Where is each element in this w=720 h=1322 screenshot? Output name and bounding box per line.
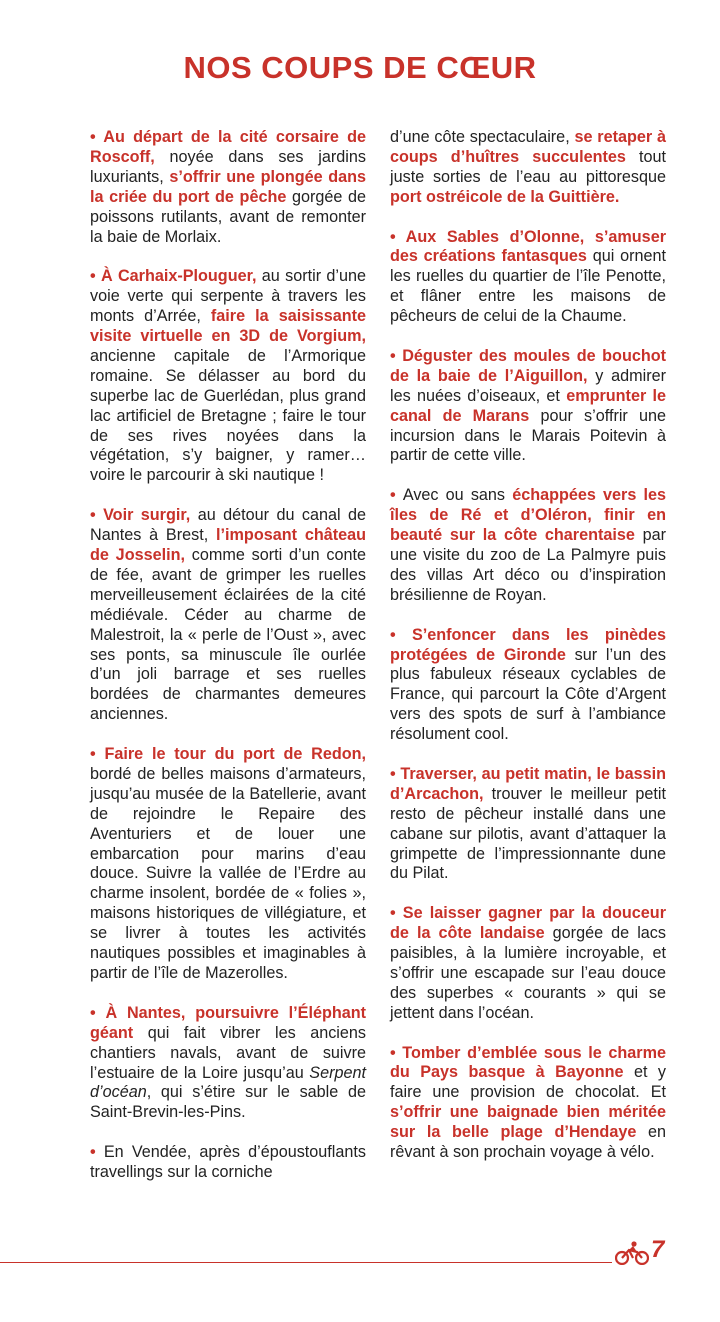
highlight-text: s’offrir une plongée dans la criée du port de pêche [90, 167, 367, 206]
bullet-paragraph [90, 1004, 366, 1123]
body-text: qui ornent les ruelles du quartier de l’île Penotte, et flâner entre les maisons de pêcheurs de celui de la Chaume. [390, 247, 667, 326]
bullet-paragraph [390, 486, 666, 605]
bullet-paragraph [390, 347, 666, 466]
bullet-paragraph [90, 128, 366, 247]
footer-rule [0, 1262, 612, 1263]
body-text: gorgée de poissons rutilants, avant de remonter la baie de Morlaix. [90, 187, 366, 246]
bullet-paragraph [390, 626, 666, 745]
highlight-text: • Aux Sables d’Olonne, s’amuser des créations fantasques [390, 227, 666, 266]
italic-text: Serpent d’océan [90, 1063, 366, 1102]
highlight-text: • S’enfoncer dans les pinèdes protégées de Gironde [390, 625, 666, 664]
body-text: tout juste sorties de l’eau au pittoresque [390, 147, 666, 186]
right-column [390, 128, 666, 1183]
body-text: par une visite du zoo de La Palmyre puis des villas Art déco ou d’inspiration brésilienne de Royan. [390, 526, 666, 604]
highlight-text: • Se laisser gagner par la douceur de la côte landaise [390, 904, 666, 943]
highlight-text: échappées vers les îles de Ré et d’Oléron, finir en beauté sur la côte charentaise [390, 486, 666, 545]
highlight-text: • Faire le tour du port de Redon, [90, 745, 366, 764]
left-column [90, 128, 366, 1203]
highlight-text: • [90, 1143, 104, 1162]
body-text: Avec ou sans [402, 486, 513, 505]
page-title: NOS COUPS DE CŒUR [183, 50, 537, 85]
highlight-text: faire la saisissante visite virtuelle en 3D de Vorgium, [90, 307, 366, 346]
bullet-paragraph [390, 128, 666, 208]
body-text: sur l’un des plus fabuleux réseaux cyclables de France, qui parcourt la Côte d’Argent vers des spots de surf à l’ambiance résolument cool. [390, 645, 666, 744]
body-text: et y faire une provision de chocolat. Et [390, 1063, 667, 1102]
highlight-text: l’imposant château de Josselin, [90, 526, 366, 564]
body-text: comme sorti d’un conte de fée, avant de grimper les ruelles merveilleusement éclairées de la cité médiévale. Céder au charme de Malestroit, la « perle de l’Oust », avec ses ponts, sa minuscule île ourlée d’un joli barrage et ses ruelles bordées de charmantes demeures anciennes. [90, 546, 366, 724]
highlight-text: • Au départ de la cité corsaire de Roscoff, [90, 128, 366, 166]
body-text: qui fait vibrer les anciens chantiers navals, avant de suivre l’estuaire de la Loire jusqu’au [90, 1023, 366, 1082]
highlight-text: port ostréicole de la Guittière. [390, 187, 620, 206]
bullet-paragraph [90, 1143, 366, 1183]
body-text: bordé de belles maisons d’armateurs, jusqu’au musée de la Batellerie, avant de rejoindre le Repaire des Aventuriers et de louer une embarcation pour marins d’eau douce. Suivre la vallée de l’Erdre au charme insolent, bordée de « folies », maisons historiques de villégiature, et se livrer à toutes les activités nautiques possibles et imaginables à partir de l’île de Mazerolles. [90, 764, 366, 983]
highlight-text: emprunter le canal de Marans [390, 386, 666, 425]
bullet-paragraph [90, 745, 366, 984]
highlight-text: • Déguster des moules de bouchot de la baie de l’Aiguillon, [390, 346, 666, 385]
body-text: y admirer les nuées d’oiseaux, et [390, 366, 666, 405]
bullet-paragraph [390, 228, 666, 328]
body-text: , qui s’étire sur le sable de Saint-Brevin-les-Pins. [90, 1083, 366, 1122]
page-number: 7 [651, 1236, 665, 1263]
highlight-text: se retaper à coups d’huîtres succulentes [390, 128, 667, 166]
highlight-text: • À Carhaix-Plouguer, [90, 267, 257, 286]
bullet-paragraph [390, 1044, 666, 1163]
bullet-paragraph [390, 765, 666, 884]
cyclist-icon [615, 1241, 649, 1265]
highlight-text: • Traverser, au petit matin, le bassin d’Arcachon, [390, 764, 666, 803]
body-text: trouver le meilleur petit resto de pêcheur installé dans une cabane sur pilotis, avant d’attaquer la grimpette de l’impressionnante dune du Pilat. [390, 784, 666, 883]
highlight-text: • À Nantes, poursuivre l’Éléphant géant [90, 1003, 366, 1042]
body-text: au détour du canal de Nantes à Brest, [90, 506, 367, 545]
highlight-text: • Tomber d’emblée sous le charme du Pays basque à Bayonne [390, 1043, 666, 1082]
highlight-text: • Voir surgir, [90, 506, 191, 525]
highlight-text: • [390, 486, 403, 505]
bullet-paragraph [390, 904, 666, 1023]
body-text: pour s’offrir une incursion dans le Marais Poitevin à partir de cette ville. [390, 406, 666, 465]
body-text: En Vendée, après d’époustouflants travellings sur la corniche [90, 1143, 366, 1182]
body-text: d’une côte spectaculaire, [390, 128, 575, 146]
body-text: au sortir d’une voie verte qui serpente à travers les monts d’Arrée, [90, 267, 366, 326]
bullet-paragraph [90, 506, 366, 725]
highlight-text: s’offrir une baignade bien méritée sur la belle plage d’Hendaye [390, 1103, 666, 1142]
bullet-paragraph [90, 267, 366, 486]
body-text: en rêvant à son prochain voyage à vélo. [390, 1123, 666, 1162]
body-text: noyée dans ses jardins luxuriants, [90, 147, 366, 186]
body-text: ancienne capitale de l’Armorique romaine. Se délasser au bord du superbe lac de Guerlédan, plus grand lac artificiel de Bretagne ; faire le tour de ses rives noyées dans la végétation, s’y baigner, y ramer… voire le parcourir à ski nautique ! [90, 346, 366, 485]
body-text: gorgée de lacs paisibles, à la lumière incroyable, et s’offrir une escapade sur l’eau douce des superbes « courants » qui se jettent dans l’océan. [390, 924, 666, 1022]
